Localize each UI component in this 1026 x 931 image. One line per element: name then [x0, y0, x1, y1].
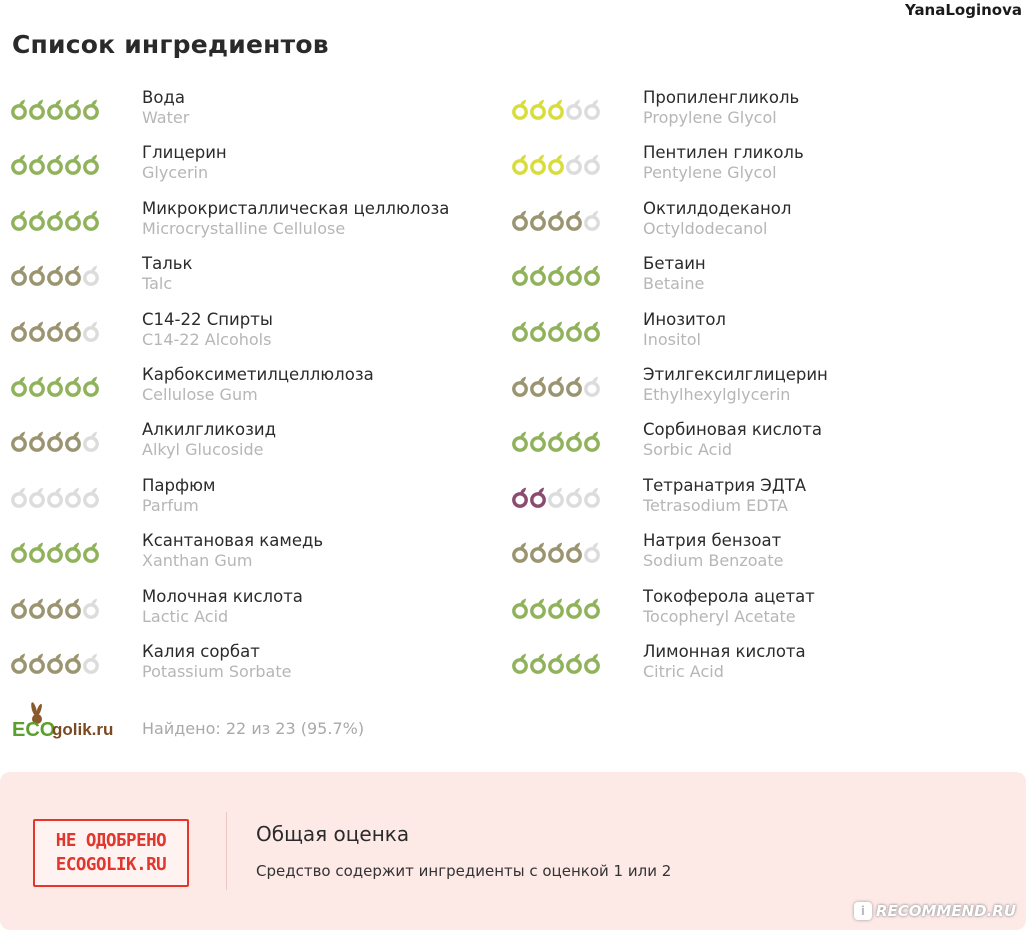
- ingredient-row[interactable]: [10, 531, 510, 586]
- ingredient-names: [643, 642, 806, 681]
- not-approved-stamp: [33, 819, 189, 887]
- ingredient-names: [643, 310, 726, 349]
- ingredient-row[interactable]: [10, 476, 510, 531]
- rating-drops-icon: [511, 539, 607, 563]
- ingredient-row[interactable]: [511, 587, 1011, 642]
- rating-drops-icon: [10, 318, 106, 342]
- ingredient-names: [142, 365, 374, 404]
- rating-drops-icon: [511, 318, 607, 342]
- ingredient-row[interactable]: [10, 199, 510, 254]
- ingredient-name-ru[interactable]: Сорбиновая кислота: [643, 420, 823, 440]
- ingredient-names: [643, 531, 783, 570]
- ingredient-row[interactable]: [511, 310, 1011, 365]
- rating-drops-icon: [10, 484, 106, 508]
- ingredient-names: [142, 476, 215, 515]
- ingredient-name-en: Alkyl Glucoside: [142, 440, 264, 460]
- rating-drops-icon: [511, 207, 607, 231]
- ingredient-name-en: Octyldodecanol: [643, 218, 768, 238]
- ingredient-name-en: Ethylhexylglycerin: [643, 384, 791, 404]
- divider: [226, 812, 227, 890]
- ingredient-name-en: Sodium Benzoate: [643, 551, 784, 571]
- recommend-watermark: [854, 902, 1016, 920]
- ingredient-name-en: Tocopheryl Acetate: [643, 606, 796, 626]
- ingredient-name-en: Parfum: [142, 495, 199, 515]
- rating-drops-icon: [511, 151, 607, 175]
- ingredient-row[interactable]: [511, 254, 1011, 309]
- ingredient-row[interactable]: [10, 587, 510, 642]
- stamp-line-1: НЕ ОДОБРЕНО: [55, 831, 167, 851]
- ecogolik-logo[interactable]: [12, 700, 124, 742]
- ingredient-name-en: Inositol: [643, 329, 701, 349]
- ingredient-names: [142, 642, 291, 681]
- ingredient-name-ru[interactable]: Глицерин: [142, 143, 227, 163]
- ingredient-name-en: Sorbic Acid: [643, 440, 733, 460]
- overall-rating-panel: [0, 772, 1026, 930]
- ingredient-names: [142, 420, 276, 459]
- ingredient-names: [142, 310, 273, 349]
- ingredient-name-ru[interactable]: Парфюм: [142, 475, 216, 495]
- ingredient-name-en: C14-22 Alcohols: [142, 329, 272, 349]
- ingredient-name-en: Lactic Acid: [142, 606, 229, 626]
- ingredient-names: [142, 199, 449, 238]
- ingredient-name-ru[interactable]: C14-22 Спирты: [142, 309, 273, 329]
- rating-drops-icon: [511, 428, 607, 452]
- ingredients-column-left: [10, 88, 510, 697]
- overall-rating-title: Общая оценка: [256, 822, 410, 846]
- ingredient-row[interactable]: [10, 420, 510, 475]
- ingredient-row[interactable]: [511, 143, 1011, 198]
- ingredient-name-en: Betaine: [643, 274, 705, 294]
- logo-golik-text: golik.ru: [52, 720, 114, 739]
- rating-drops-icon: [511, 595, 607, 619]
- ingredient-names: [643, 88, 799, 127]
- ingredient-name-ru[interactable]: Лимонная кислота: [643, 641, 806, 661]
- ingredient-row[interactable]: [511, 420, 1011, 475]
- ingredient-name-ru[interactable]: Ксантановая камедь: [142, 531, 324, 551]
- ingredient-names: [142, 587, 303, 626]
- ingredient-row[interactable]: [10, 365, 510, 420]
- ingredient-row[interactable]: [511, 476, 1011, 531]
- ingredient-name-en: Propylene Glycol: [643, 108, 777, 127]
- ingredient-name-en: Pentylene Glycol: [643, 163, 777, 183]
- ingredient-name-en: Cellulose Gum: [142, 384, 258, 404]
- ingredient-name-en: Talc: [142, 274, 173, 294]
- ingredient-name-ru[interactable]: Микрокристаллическая целлюлоза: [142, 198, 450, 218]
- ingredient-row[interactable]: [10, 88, 510, 143]
- rating-drops-icon: [511, 262, 607, 286]
- rating-drops-icon: [10, 151, 106, 175]
- ingredient-name-ru[interactable]: Пропиленгликоль: [643, 88, 800, 107]
- rating-drops-icon: [511, 96, 607, 120]
- ingredient-row[interactable]: [511, 531, 1011, 586]
- ingredient-name-ru[interactable]: Калия сорбат: [142, 641, 260, 661]
- ingredient-name-ru[interactable]: Инозитол: [643, 309, 726, 329]
- rating-drops-icon: [10, 207, 106, 231]
- ingredient-name-en: Tetrasodium EDTA: [643, 495, 788, 515]
- recommend-watermark-text: RECOMMEND.RU: [875, 902, 1016, 920]
- logo-eco-text: ECO: [12, 719, 56, 741]
- ingredient-name-en: Potassium Sorbate: [142, 661, 292, 681]
- ingredient-name-ru[interactable]: Молочная кислота: [142, 586, 303, 606]
- ingredient-row[interactable]: [10, 254, 510, 309]
- ingredient-names: [142, 254, 192, 293]
- ingredient-name-ru[interactable]: Натрия бензоат: [643, 531, 782, 551]
- ingredient-name-ru[interactable]: Октилдодеканол: [643, 198, 792, 218]
- ingredient-names: [643, 365, 828, 404]
- rating-drops-icon: [511, 373, 607, 397]
- ingredient-names: [643, 199, 791, 238]
- ingredient-names: [643, 420, 822, 459]
- ingredient-name-ru[interactable]: Карбоксиметилцеллюлоза: [142, 364, 374, 384]
- stamp-line-2: ECOGOLIK.RU: [55, 855, 167, 875]
- ingredient-name-ru[interactable]: Пентилен гликоль: [643, 143, 804, 163]
- ingredient-names: [142, 88, 189, 127]
- ingredient-names: [142, 531, 323, 570]
- ingredient-names: [643, 476, 806, 515]
- ingredient-name-en: Glycerin: [142, 163, 209, 183]
- rating-drops-icon: [10, 96, 106, 120]
- rating-drops-icon: [511, 484, 607, 508]
- ingredient-name-ru[interactable]: Тетранатрия ЭДТА: [643, 475, 807, 495]
- rating-drops-icon: [10, 650, 106, 674]
- rating-drops-icon: [10, 539, 106, 563]
- found-count-text: Найдено: 22 из 23 (95.7%): [142, 719, 365, 738]
- ingredient-names: [643, 254, 706, 293]
- ingredient-row[interactable]: [10, 143, 510, 198]
- ingredient-name-en: Microcrystalline Cellulose: [142, 218, 346, 238]
- ingredient-row[interactable]: [10, 642, 510, 697]
- ingredient-name-en: Xanthan Gum: [142, 551, 253, 571]
- ingredient-name-ru[interactable]: Алкилгликозид: [142, 420, 276, 440]
- ingredient-row[interactable]: [511, 199, 1011, 254]
- page-title: Список ингредиентов: [12, 30, 329, 59]
- rating-drops-icon: [10, 428, 106, 452]
- rating-drops-icon: [10, 595, 106, 619]
- ingredient-name-ru[interactable]: Этилгексилглицерин: [643, 364, 828, 384]
- ingredient-name-ru[interactable]: Тальк: [142, 254, 193, 274]
- rating-drops-icon: [10, 262, 106, 286]
- rating-drops-icon: [10, 373, 106, 397]
- ingredient-names: [643, 587, 815, 626]
- ingredient-name-ru[interactable]: Бетаин: [643, 254, 706, 274]
- ingredient-row[interactable]: [511, 365, 1011, 420]
- ingredient-name-en: Water: [142, 108, 190, 127]
- username-watermark: YanaLoginova: [904, 1, 1022, 19]
- overall-rating-text: Средство содержит ингредиенты с оценкой 1 или 2: [256, 862, 672, 880]
- ingredients-column-right: [511, 88, 1011, 697]
- rating-drops-icon: [511, 650, 607, 674]
- recommend-logo-icon: i: [854, 902, 872, 920]
- ingredient-row[interactable]: [511, 88, 1011, 143]
- ingredient-name-ru[interactable]: Токоферола ацетат: [643, 586, 815, 606]
- ingredient-names: [142, 143, 227, 182]
- ingredient-name-en: Citric Acid: [643, 661, 724, 681]
- ingredient-names: [643, 143, 804, 182]
- ingredient-row[interactable]: [10, 310, 510, 365]
- ingredient-row[interactable]: [511, 642, 1011, 697]
- ingredient-name-ru[interactable]: Вода: [142, 88, 185, 107]
